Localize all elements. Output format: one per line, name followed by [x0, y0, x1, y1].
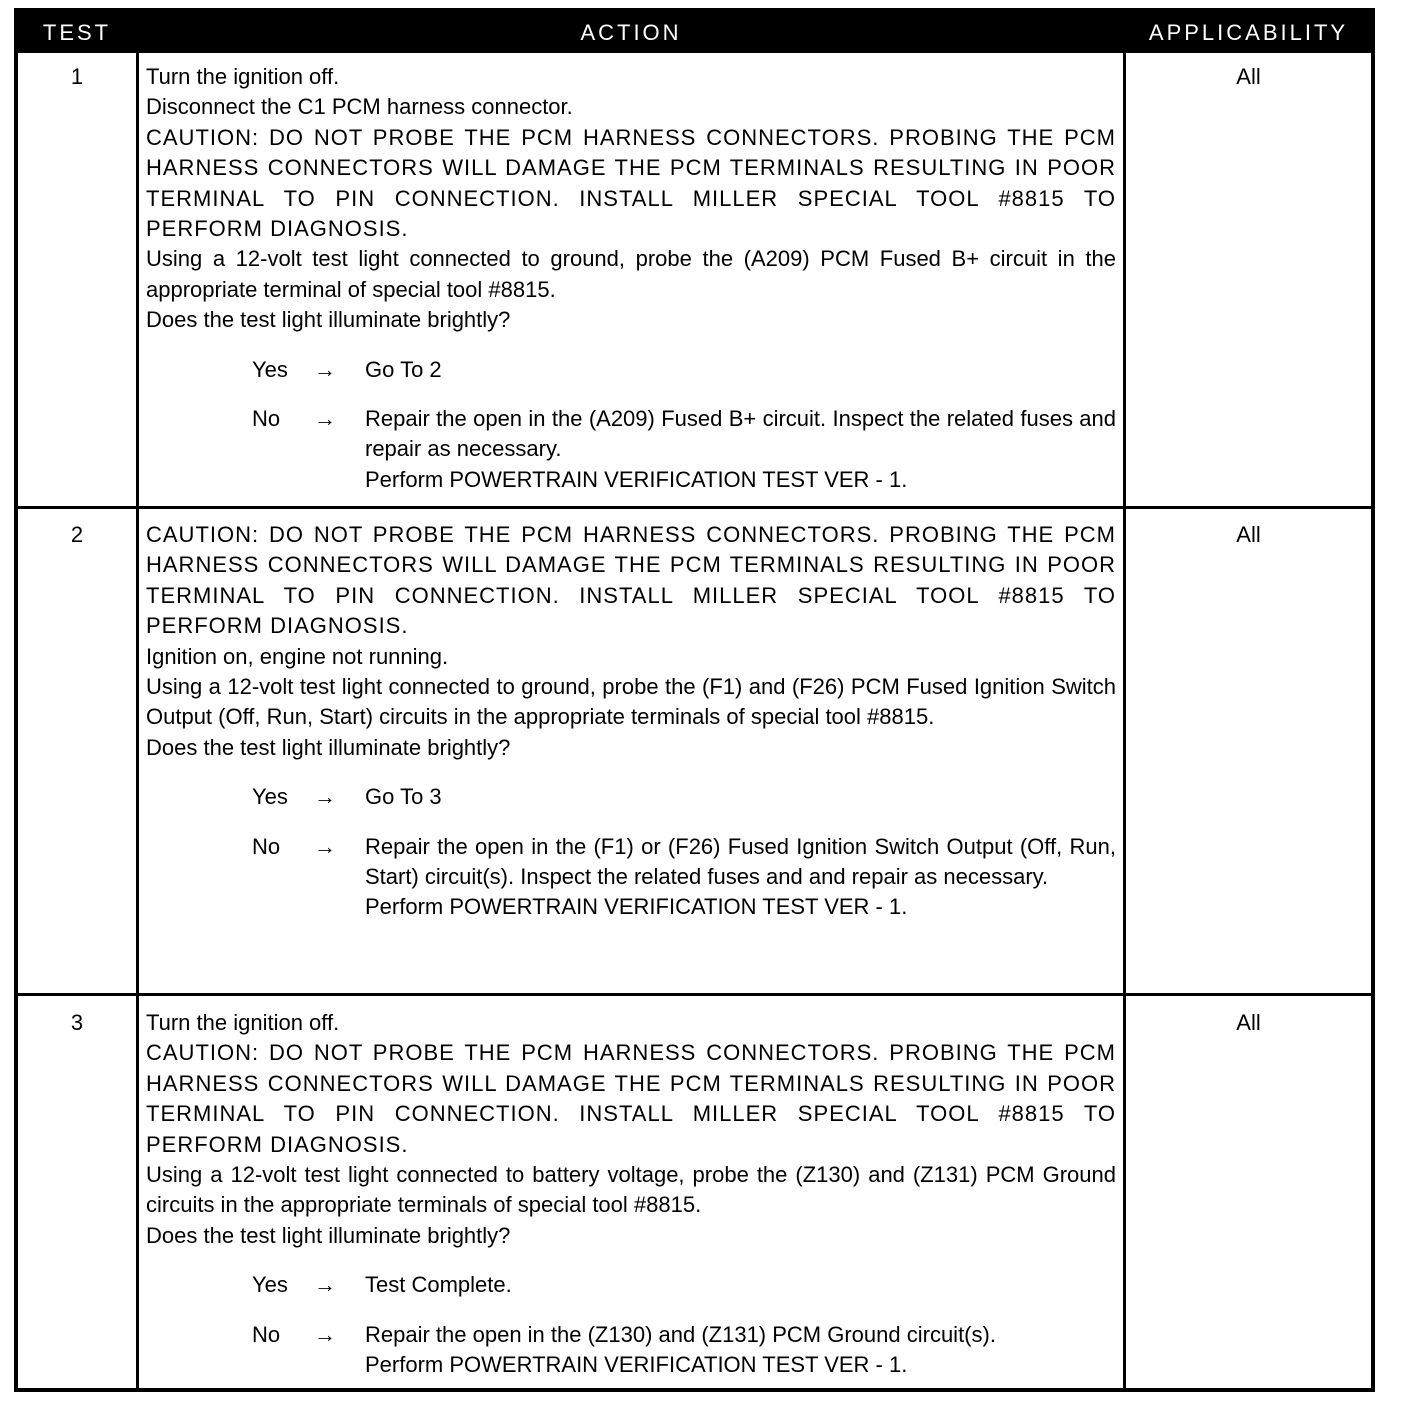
action-cell	[146, 62, 1116, 495]
yes-outcome	[146, 782, 1116, 812]
arrow-right-icon: →	[314, 1321, 336, 1347]
no-perform-text: Perform POWERTRAIN VERIFICATION TEST VER - 1.	[365, 1352, 908, 1378]
test-number: 1	[70, 64, 84, 89]
diagnostic-table	[14, 8, 1375, 1392]
arrow-right-icon: →	[314, 356, 336, 382]
test-number: 2	[70, 522, 84, 547]
yes-label: Yes	[252, 356, 288, 382]
no-perform-text: Perform POWERTRAIN VERIFICATION TEST VER - 1.	[365, 466, 908, 492]
applicability-value: All	[1236, 522, 1261, 547]
arrow-right-icon: →	[314, 406, 336, 432]
header-action: ACTION	[580, 20, 682, 45]
header-applicability: APPLICABILITY	[1148, 20, 1349, 45]
no-text: Repair the open in the (F1) or (F26) Fused Ignition Switch Output (Off, Run, Start) circuit(s). Inspect the related fuses and and repair as necessary.	[365, 833, 1116, 890]
column-divider	[136, 53, 139, 1388]
row-divider	[18, 993, 1371, 996]
arrow-right-icon: →	[314, 833, 336, 859]
action-line: Does the test light illuminate brightly?	[146, 307, 511, 333]
yes-label: Yes	[252, 1272, 288, 1298]
action-line: Using a 12-volt test light connected to ground, probe the (A209) PCM Fused B+ circuit in the appropriate terminal of special tool #8815.	[146, 246, 1116, 302]
action-line: Does the test light illuminate brightly?	[146, 734, 511, 760]
no-outcome	[146, 404, 1116, 495]
no-label: No	[252, 1321, 281, 1347]
caution-text: CAUTION: DO NOT PROBE THE PCM HARNESS CONNECTORS. PROBING THE PCM HARNESS CONNECTORS WILL DAMAGE THE PCM TERMINALS RESULTING IN POOR TERMINAL TO PIN CONNECTION. INSTALL MILLER SPECIAL TOOL #8815 TO PERFORM DIAGNOSIS.	[146, 1040, 1116, 1157]
no-perform-text: Perform POWERTRAIN VERIFICATION TEST VER - 1.	[365, 894, 908, 920]
no-text: Repair the open in the (Z130) and (Z131) PCM Ground circuit(s).	[365, 1321, 996, 1347]
table-header	[18, 12, 1371, 53]
action-line: Turn the ignition off.	[146, 64, 340, 89]
action-line: Ignition on, engine not running.	[146, 643, 449, 669]
arrow-right-icon: →	[314, 1272, 336, 1298]
yes-text: Test Complete.	[365, 1272, 512, 1298]
action-line: Using a 12-volt test light connected to battery voltage, probe the (Z130) and (Z131) PCM Ground circuits in the appropriate terminals of special tool #8815.	[146, 1162, 1116, 1218]
no-label: No	[252, 406, 281, 432]
yes-label: Yes	[252, 784, 288, 810]
yes-outcome	[146, 355, 1116, 385]
action-line: Disconnect the C1 PCM harness connector.	[146, 94, 573, 120]
yes-text: Go To 3	[365, 784, 442, 810]
action-line: Turn the ignition off.	[146, 1010, 340, 1035]
test-number: 3	[70, 1010, 84, 1035]
yes-outcome	[146, 1270, 1116, 1300]
caution-text: CAUTION: DO NOT PROBE THE PCM HARNESS CONNECTORS. PROBING THE PCM HARNESS CONNECTORS WILL DAMAGE THE PCM TERMINALS RESULTING IN POOR TERMINAL TO PIN CONNECTION. INSTALL MILLER SPECIAL TOOL #8815 TO PERFORM DIAGNOSIS.	[146, 124, 1116, 242]
action-line: Does the test light illuminate brightly?	[146, 1222, 511, 1248]
arrow-right-icon: →	[314, 784, 336, 810]
applicability-value: All	[1236, 64, 1261, 89]
caution-text: CAUTION: DO NOT PROBE THE PCM HARNESS CONNECTORS. PROBING THE PCM HARNESS CONNECTORS WILL DAMAGE THE PCM TERMINALS RESULTING IN POOR TERMINAL TO PIN CONNECTION. INSTALL MILLER SPECIAL TOOL #8815 TO PERFORM DIAGNOSIS.	[146, 522, 1116, 639]
no-outcome	[146, 832, 1116, 923]
no-outcome	[146, 1320, 1116, 1381]
action-cell	[146, 1008, 1116, 1380]
row-divider	[18, 506, 1371, 509]
applicability-value: All	[1236, 1010, 1261, 1035]
header-test: TEST	[42, 20, 112, 45]
action-line: Using a 12-volt test light connected to ground, probe the (F1) and (F26) PCM Fused Ignition Switch Output (Off, Run, Start) circuits in the appropriate terminals of special tool #8815.	[146, 674, 1116, 730]
no-text: Repair the open in the (A209) Fused B+ circuit. Inspect the related fuses and repair as necessary.	[365, 406, 1116, 462]
column-divider	[1123, 53, 1126, 1388]
yes-text: Go To 2	[365, 356, 442, 382]
no-label: No	[252, 833, 281, 859]
action-cell	[146, 520, 1116, 923]
